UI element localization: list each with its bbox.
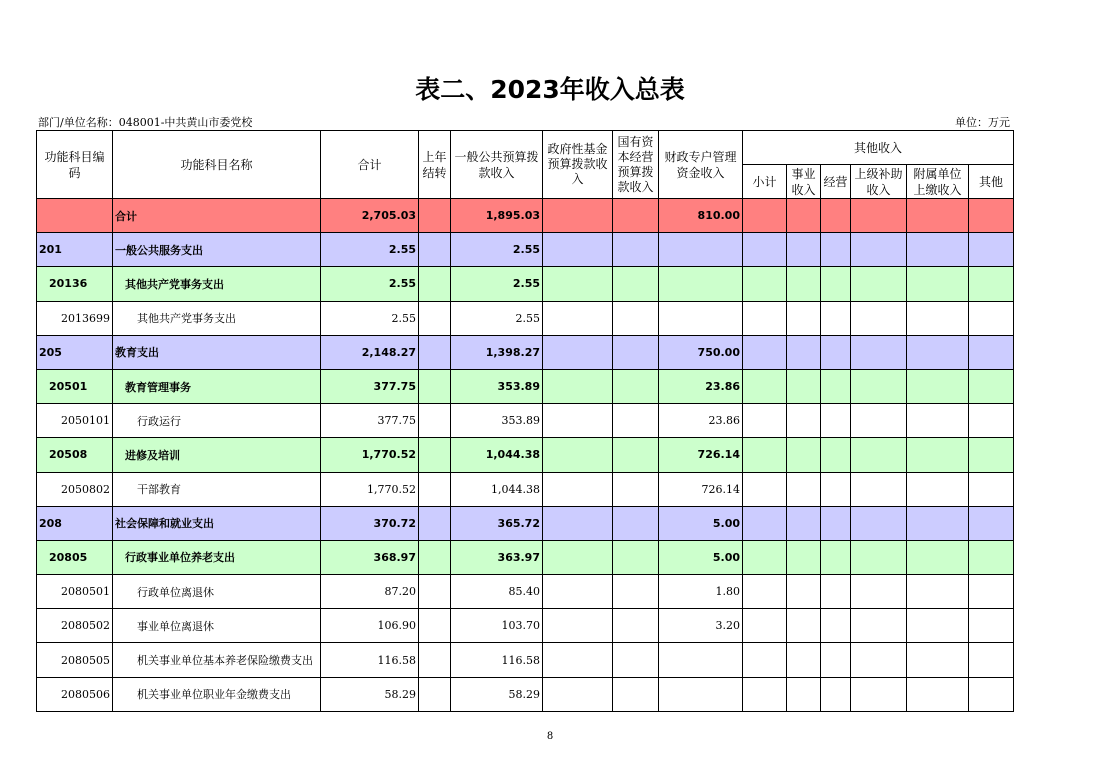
cell-general-budget: 2.55 (451, 301, 543, 335)
table-row (37, 335, 1014, 369)
cell-other-income (821, 609, 851, 643)
cell-other-income (969, 540, 1014, 574)
cell-other-income (743, 506, 787, 540)
header-name: 功能科目名称 (113, 131, 321, 199)
cell-gov-fund (543, 438, 613, 472)
cell-other-income (743, 609, 787, 643)
cell-other-income (787, 301, 821, 335)
cell-other-income (969, 643, 1014, 677)
cell-other-income (787, 609, 821, 643)
table-row (37, 540, 1014, 574)
header-subtotal: 小计 (743, 165, 787, 199)
cell-other-income (969, 301, 1014, 335)
cell-code: 2050802 (37, 472, 113, 506)
header-general-budget: 一般公共预算拨款收入 (451, 131, 543, 199)
cell-name: 合计 (113, 199, 321, 233)
cell-other-income (787, 643, 821, 677)
cell-other-income (743, 199, 787, 233)
cell-name: 教育支出 (113, 335, 321, 369)
cell-other-income (907, 540, 969, 574)
cell-carryover (419, 575, 451, 609)
cell-gov-fund (543, 472, 613, 506)
unit-name: 部门/单位名称：048001-中共黄山市委党校 (38, 116, 253, 129)
cell-code: 2013699 (37, 301, 113, 335)
cell-name: 其他共产党事务支出 (113, 301, 321, 335)
cell-other-income (969, 438, 1014, 472)
cell-other-income (787, 677, 821, 711)
cell-other-income (907, 233, 969, 267)
cell-name: 机关事业单位职业年金缴费支出 (113, 677, 321, 711)
cell-code: 2080501 (37, 575, 113, 609)
cell-other-income (787, 472, 821, 506)
cell-other-income (821, 438, 851, 472)
cell-total: 2,705.03 (321, 199, 419, 233)
header-other: 其他 (969, 165, 1014, 199)
cell-name: 进修及培训 (113, 438, 321, 472)
cell-carryover (419, 369, 451, 403)
cell-total: 58.29 (321, 677, 419, 711)
table-row (37, 609, 1014, 643)
cell-other-income (851, 677, 907, 711)
table-row (37, 301, 1014, 335)
cell-general-budget: 353.89 (451, 404, 543, 438)
table-row (37, 575, 1014, 609)
cell-other-income (821, 199, 851, 233)
cell-special-fund (659, 301, 743, 335)
cell-total: 1,770.52 (321, 438, 419, 472)
cell-state-capital (613, 404, 659, 438)
cell-other-income (969, 677, 1014, 711)
cell-carryover (419, 438, 451, 472)
table-row (37, 506, 1014, 540)
cell-other-income (787, 540, 821, 574)
cell-other-income (907, 677, 969, 711)
cell-other-income (851, 575, 907, 609)
cell-other-income (907, 267, 969, 301)
cell-state-capital (613, 540, 659, 574)
cell-other-income (969, 199, 1014, 233)
cell-general-budget: 85.40 (451, 575, 543, 609)
cell-name: 其他共产党事务支出 (113, 267, 321, 301)
header-state-capital: 国有资本经营预算拨款收入 (613, 131, 659, 199)
cell-other-income (969, 575, 1014, 609)
cell-general-budget: 353.89 (451, 369, 543, 403)
cell-code: 2080506 (37, 677, 113, 711)
cell-other-income (821, 267, 851, 301)
cell-gov-fund (543, 540, 613, 574)
cell-general-budget: 363.97 (451, 540, 543, 574)
cell-other-income (743, 575, 787, 609)
cell-carryover (419, 609, 451, 643)
cell-other-income (851, 233, 907, 267)
cell-other-income (743, 438, 787, 472)
cell-other-income (907, 472, 969, 506)
cell-gov-fund (543, 267, 613, 301)
cell-state-capital (613, 335, 659, 369)
cell-other-income (787, 438, 821, 472)
cell-name: 教育管理事务 (113, 369, 321, 403)
cell-other-income (851, 301, 907, 335)
cell-other-income (969, 335, 1014, 369)
cell-state-capital (613, 438, 659, 472)
cell-special-fund: 23.86 (659, 369, 743, 403)
header-total: 合计 (321, 131, 419, 199)
cell-code: 205 (37, 335, 113, 369)
cell-other-income (851, 643, 907, 677)
table-row (37, 369, 1014, 403)
cell-general-budget: 58.29 (451, 677, 543, 711)
header-business-income: 事业收入 (787, 165, 821, 199)
unit-label: 单位：万元 (955, 116, 1010, 129)
cell-other-income (787, 199, 821, 233)
cell-other-income (851, 609, 907, 643)
cell-state-capital (613, 369, 659, 403)
header-special-fund: 财政专户管理资金收入 (659, 131, 743, 199)
cell-general-budget: 1,044.38 (451, 472, 543, 506)
cell-total: 377.75 (321, 369, 419, 403)
cell-other-income (743, 335, 787, 369)
cell-general-budget: 1,895.03 (451, 199, 543, 233)
cell-special-fund: 726.14 (659, 438, 743, 472)
cell-other-income (907, 404, 969, 438)
cell-general-budget: 2.55 (451, 233, 543, 267)
cell-special-fund: 750.00 (659, 335, 743, 369)
cell-other-income (743, 404, 787, 438)
cell-other-income (969, 472, 1014, 506)
cell-carryover (419, 643, 451, 677)
cell-other-income (851, 438, 907, 472)
cell-other-income (787, 369, 821, 403)
cell-carryover (419, 199, 451, 233)
cell-other-income (743, 472, 787, 506)
cell-total: 370.72 (321, 506, 419, 540)
cell-other-income (787, 267, 821, 301)
cell-other-income (851, 369, 907, 403)
cell-other-income (821, 472, 851, 506)
cell-other-income (821, 369, 851, 403)
cell-other-income (821, 540, 851, 574)
cell-carryover (419, 233, 451, 267)
cell-other-income (969, 369, 1014, 403)
cell-name: 社会保障和就业支出 (113, 506, 321, 540)
cell-code: 2050101 (37, 404, 113, 438)
header-carryover: 上年结转 (419, 131, 451, 199)
cell-other-income (907, 575, 969, 609)
cell-gov-fund (543, 609, 613, 643)
cell-other-income (907, 301, 969, 335)
cell-name: 行政事业单位养老支出 (113, 540, 321, 574)
cell-other-income (743, 301, 787, 335)
cell-other-income (907, 369, 969, 403)
cell-other-income (851, 506, 907, 540)
cell-other-income (969, 404, 1014, 438)
cell-gov-fund (543, 506, 613, 540)
cell-other-income (821, 301, 851, 335)
cell-general-budget: 1,044.38 (451, 438, 543, 472)
cell-state-capital (613, 199, 659, 233)
cell-total: 368.97 (321, 540, 419, 574)
cell-special-fund (659, 233, 743, 267)
cell-state-capital (613, 301, 659, 335)
cell-carryover (419, 404, 451, 438)
cell-special-fund: 5.00 (659, 540, 743, 574)
cell-total: 2.55 (321, 301, 419, 335)
cell-other-income (743, 267, 787, 301)
cell-state-capital (613, 643, 659, 677)
cell-other-income (907, 506, 969, 540)
cell-state-capital (613, 677, 659, 711)
cell-gov-fund (543, 575, 613, 609)
cell-other-income (821, 643, 851, 677)
cell-other-income (907, 643, 969, 677)
cell-total: 116.58 (321, 643, 419, 677)
cell-other-income (821, 677, 851, 711)
cell-special-fund: 810.00 (659, 199, 743, 233)
cell-special-fund: 23.86 (659, 404, 743, 438)
cell-carryover (419, 506, 451, 540)
table-row (37, 267, 1014, 301)
cell-other-income (907, 438, 969, 472)
cell-other-income (821, 335, 851, 369)
cell-other-income (743, 540, 787, 574)
header-superior-subsidy: 上级补助收入 (851, 165, 907, 199)
cell-gov-fund (543, 369, 613, 403)
cell-code: 20805 (37, 540, 113, 574)
cell-special-fund (659, 677, 743, 711)
table-row (37, 404, 1014, 438)
cell-total: 2.55 (321, 267, 419, 301)
page-title: 表二、2023年收入总表 (415, 75, 685, 104)
header-other-income: 其他收入 (743, 131, 1014, 165)
cell-other-income (787, 575, 821, 609)
cell-name: 机关事业单位基本养老保险缴费支出 (113, 643, 321, 677)
cell-special-fund (659, 643, 743, 677)
page-number: 8 (546, 731, 554, 742)
cell-general-budget: 2.55 (451, 267, 543, 301)
table-row (37, 233, 1014, 267)
cell-special-fund: 5.00 (659, 506, 743, 540)
cell-other-income (851, 404, 907, 438)
header-gov-fund: 政府性基金预算拨款收入 (543, 131, 613, 199)
cell-special-fund: 3.20 (659, 609, 743, 643)
cell-other-income (821, 404, 851, 438)
cell-general-budget: 116.58 (451, 643, 543, 677)
table-row (37, 199, 1014, 233)
cell-gov-fund (543, 199, 613, 233)
cell-name: 干部教育 (113, 472, 321, 506)
cell-special-fund: 726.14 (659, 472, 743, 506)
cell-other-income (821, 506, 851, 540)
cell-carryover (419, 335, 451, 369)
cell-other-income (787, 233, 821, 267)
cell-other-income (969, 233, 1014, 267)
cell-general-budget: 1,398.27 (451, 335, 543, 369)
cell-other-income (969, 609, 1014, 643)
cell-other-income (907, 199, 969, 233)
table-row (37, 438, 1014, 472)
cell-other-income (787, 506, 821, 540)
cell-other-income (907, 335, 969, 369)
income-table (36, 130, 1014, 712)
cell-name: 一般公共服务支出 (113, 233, 321, 267)
cell-carryover (419, 301, 451, 335)
cell-other-income (851, 335, 907, 369)
cell-state-capital (613, 506, 659, 540)
cell-total: 2.55 (321, 233, 419, 267)
cell-other-income (787, 335, 821, 369)
cell-other-income (969, 506, 1014, 540)
cell-other-income (743, 677, 787, 711)
cell-total: 87.20 (321, 575, 419, 609)
cell-other-income (851, 472, 907, 506)
cell-gov-fund (543, 233, 613, 267)
cell-general-budget: 365.72 (451, 506, 543, 540)
cell-total: 106.90 (321, 609, 419, 643)
cell-other-income (821, 233, 851, 267)
cell-code: 20508 (37, 438, 113, 472)
cell-name: 事业单位离退休 (113, 609, 321, 643)
cell-other-income (907, 609, 969, 643)
cell-code: 201 (37, 233, 113, 267)
cell-carryover (419, 677, 451, 711)
cell-total: 1,770.52 (321, 472, 419, 506)
cell-gov-fund (543, 404, 613, 438)
cell-gov-fund (543, 677, 613, 711)
header-affiliated-income: 附属单位上缴收入 (907, 165, 969, 199)
cell-gov-fund (543, 643, 613, 677)
cell-carryover (419, 267, 451, 301)
cell-code: 2080505 (37, 643, 113, 677)
cell-special-fund (659, 267, 743, 301)
table-row (37, 472, 1014, 506)
cell-other-income (743, 643, 787, 677)
cell-name: 行政运行 (113, 404, 321, 438)
cell-other-income (851, 267, 907, 301)
table-row (37, 677, 1014, 711)
cell-general-budget: 103.70 (451, 609, 543, 643)
cell-gov-fund (543, 335, 613, 369)
cell-state-capital (613, 609, 659, 643)
cell-other-income (743, 369, 787, 403)
cell-state-capital (613, 575, 659, 609)
cell-total: 377.75 (321, 404, 419, 438)
cell-gov-fund (543, 301, 613, 335)
header-operating-income: 经营 (821, 165, 851, 199)
cell-code: 208 (37, 506, 113, 540)
cell-special-fund: 1.80 (659, 575, 743, 609)
cell-state-capital (613, 233, 659, 267)
cell-code: 20501 (37, 369, 113, 403)
cell-other-income (743, 233, 787, 267)
cell-other-income (851, 199, 907, 233)
cell-carryover (419, 540, 451, 574)
cell-carryover (419, 472, 451, 506)
cell-other-income (821, 575, 851, 609)
header-code: 功能科目编码 (37, 131, 113, 199)
table-row (37, 643, 1014, 677)
cell-code (37, 199, 113, 233)
cell-other-income (969, 267, 1014, 301)
cell-code: 2080502 (37, 609, 113, 643)
cell-code: 20136 (37, 267, 113, 301)
cell-state-capital (613, 267, 659, 301)
cell-total: 2,148.27 (321, 335, 419, 369)
cell-other-income (787, 404, 821, 438)
cell-state-capital (613, 472, 659, 506)
cell-other-income (851, 540, 907, 574)
cell-name: 行政单位离退休 (113, 575, 321, 609)
